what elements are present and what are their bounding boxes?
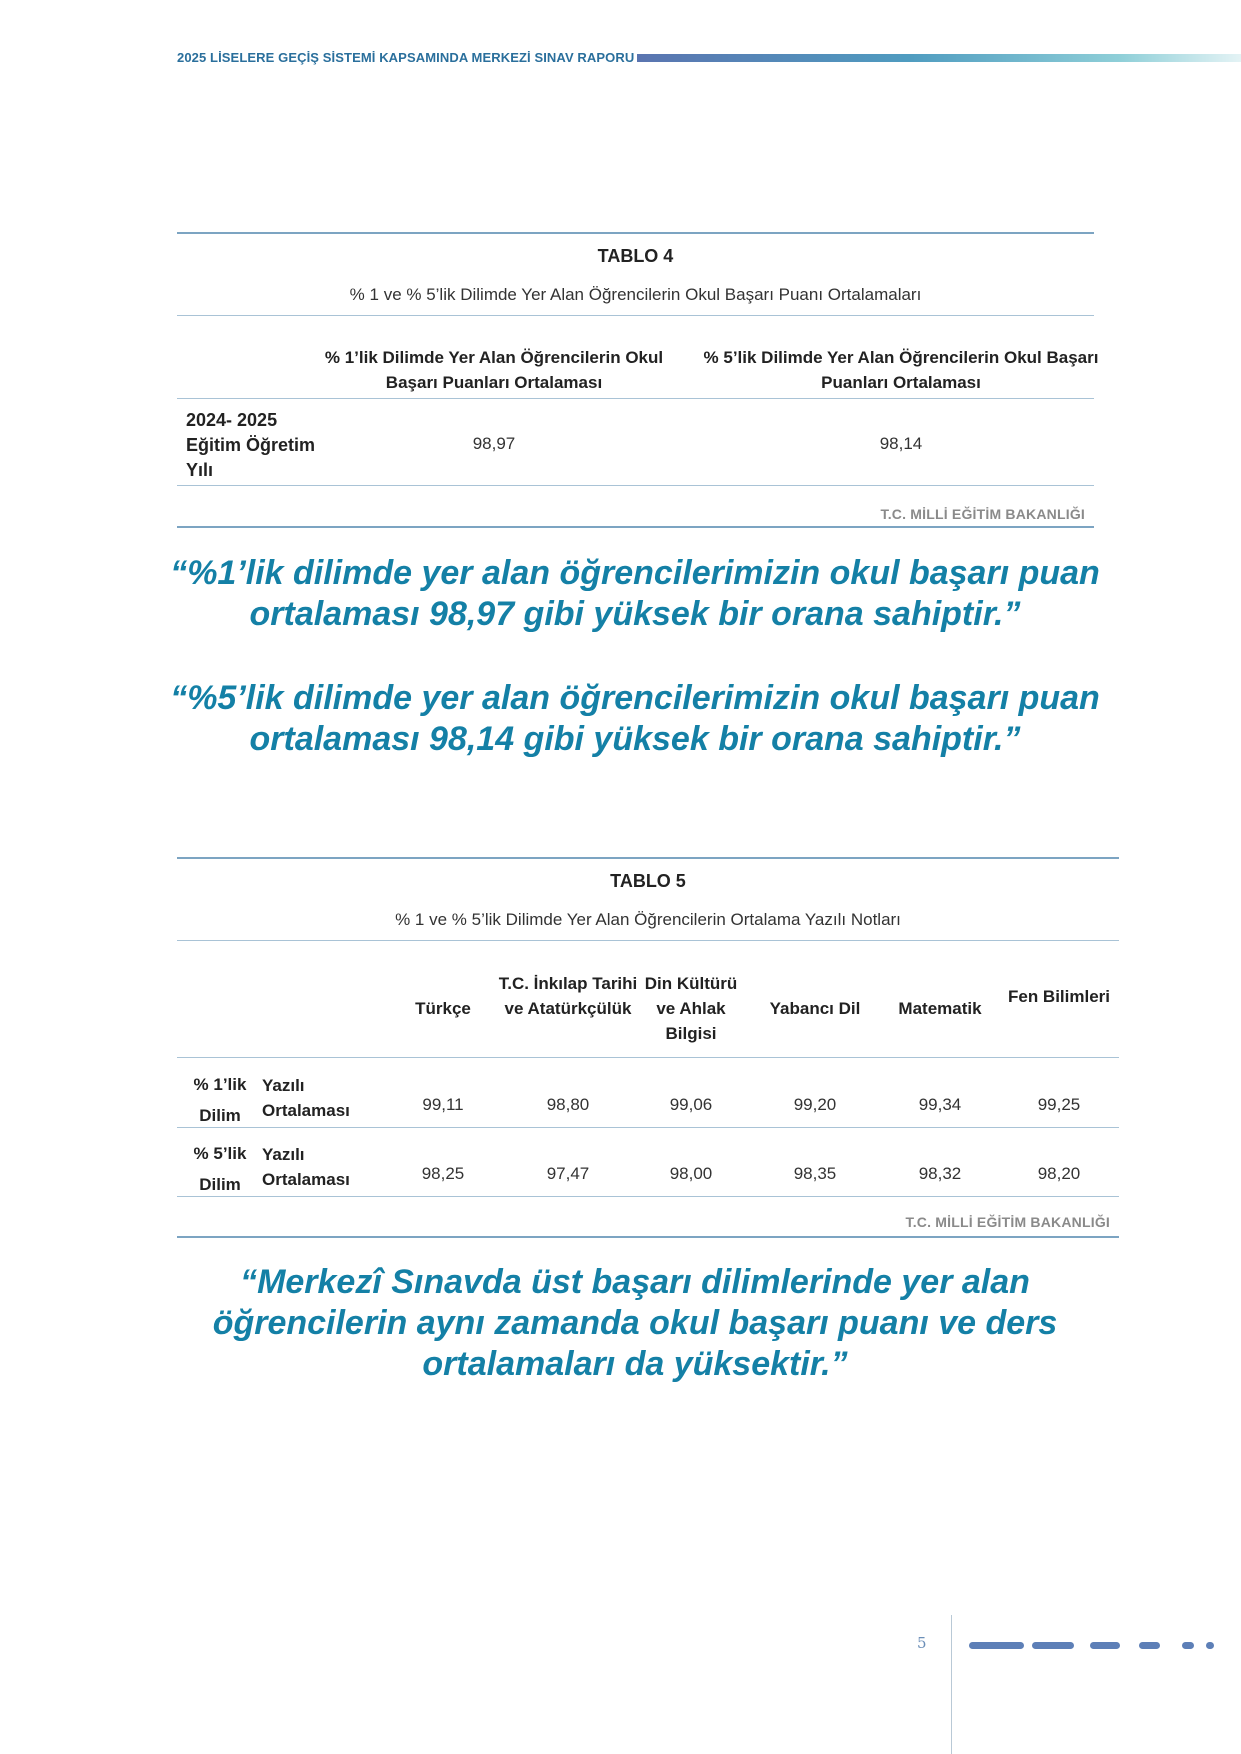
table-label: TABLO 5	[610, 871, 686, 891]
report-header-title: 2025 LİSELERE GEÇİŞ SİSTEMİ KAPSAMINDA MERKEZİ SINAV RAPORU	[177, 50, 635, 65]
row-label: Yazılı Ortalaması	[262, 1076, 350, 1120]
column-header: % 5’lik Dilimde Yer Alan Öğrencilerin Okul Başarı Puanları Ortalaması	[703, 348, 1099, 392]
table-cell: 99,20	[793, 1095, 837, 1114]
highlight-quote: “%5’lik dilimde yer alan öğrencilerimizin okul başarı puan ortalaması 98,14 gibi yüksek bir orana sahiptir.”	[170, 679, 1100, 758]
table-cell: 97,47	[546, 1164, 590, 1183]
row-group: % 5’lik Dilim	[193, 1144, 247, 1194]
highlight-quote: “Merkezî Sınavda üst başarı dilimlerinde yer alan öğrencilerin aynı zamanda okul başarı puanı ve ders ortalamaları da yüksektir.”	[212, 1263, 1058, 1383]
column-header: Yabancı Dil	[769, 999, 861, 1018]
source-credit: T.C. MİLLİ EĞİTİM BAKANLIĞI	[880, 506, 1085, 522]
footer-dash	[1139, 1642, 1160, 1649]
table-cell: 99,11	[422, 1095, 464, 1114]
footer-dash	[1182, 1642, 1194, 1649]
footer-dash	[969, 1642, 1024, 1649]
column-header: Din Kültürü ve Ahlak Bilgisi	[644, 974, 738, 1043]
highlight-quote: “%1’lik dilimde yer alan öğrencilerimizin okul başarı puan ortalaması 98,97 gibi yüksek bir orana sahiptir.”	[170, 554, 1100, 633]
table-cell: 98,14	[879, 434, 923, 453]
column-header: Fen Bilimleri	[1007, 987, 1111, 1006]
table-bottom-rule	[177, 526, 1094, 528]
table-label: TABLO 4	[597, 246, 674, 266]
footer-divider	[951, 1615, 952, 1754]
table-top-rule	[177, 232, 1094, 234]
column-header: % 1’lik Dilimde Yer Alan Öğrencilerin Okul Başarı Puanları Ortalaması	[324, 348, 664, 392]
table-top-rule	[177, 857, 1119, 859]
source-credit: T.C. MİLLİ EĞİTİM BAKANLIĞI	[905, 1214, 1110, 1230]
column-header: T.C. İnkılap Tarihi ve Atatürkçülük	[498, 974, 638, 1018]
table-cell: 98,97	[472, 434, 516, 453]
table-cell: 99,34	[918, 1095, 962, 1114]
table-bottom-rule	[177, 1236, 1119, 1238]
table-cell: 99,25	[1037, 1095, 1081, 1114]
footer-dash	[1206, 1642, 1214, 1649]
table-cell: 98,80	[546, 1095, 590, 1114]
header-gradient-bar	[637, 54, 1241, 62]
table-cell: 98,35	[793, 1164, 837, 1183]
row-label: Yazılı Ortalaması	[262, 1145, 350, 1189]
table-cell: 98,00	[669, 1164, 713, 1183]
table-subtitle: % 1 ve % 5’lik Dilimde Yer Alan Öğrencilerin Okul Başarı Puanı Ortalamaları	[349, 285, 922, 304]
table-cell: 98,20	[1037, 1164, 1081, 1183]
row-group: % 1’lik Dilim	[193, 1075, 247, 1125]
footer-dash	[1032, 1642, 1074, 1649]
column-header: Matematik	[898, 999, 982, 1018]
table-cell: 98,32	[918, 1164, 962, 1183]
table-cell: 99,06	[669, 1095, 713, 1114]
column-header: Türkçe	[415, 999, 471, 1018]
page-number: 5	[917, 1634, 927, 1652]
table-cell: 98,25	[421, 1164, 465, 1183]
row-label: 2024- 2025 Eğitim Öğretim Yılı	[186, 410, 316, 480]
table-subtitle: % 1 ve % 5’lik Dilimde Yer Alan Öğrencilerin Ortalama Yazılı Notları	[395, 910, 901, 929]
footer-dash	[1090, 1642, 1120, 1649]
